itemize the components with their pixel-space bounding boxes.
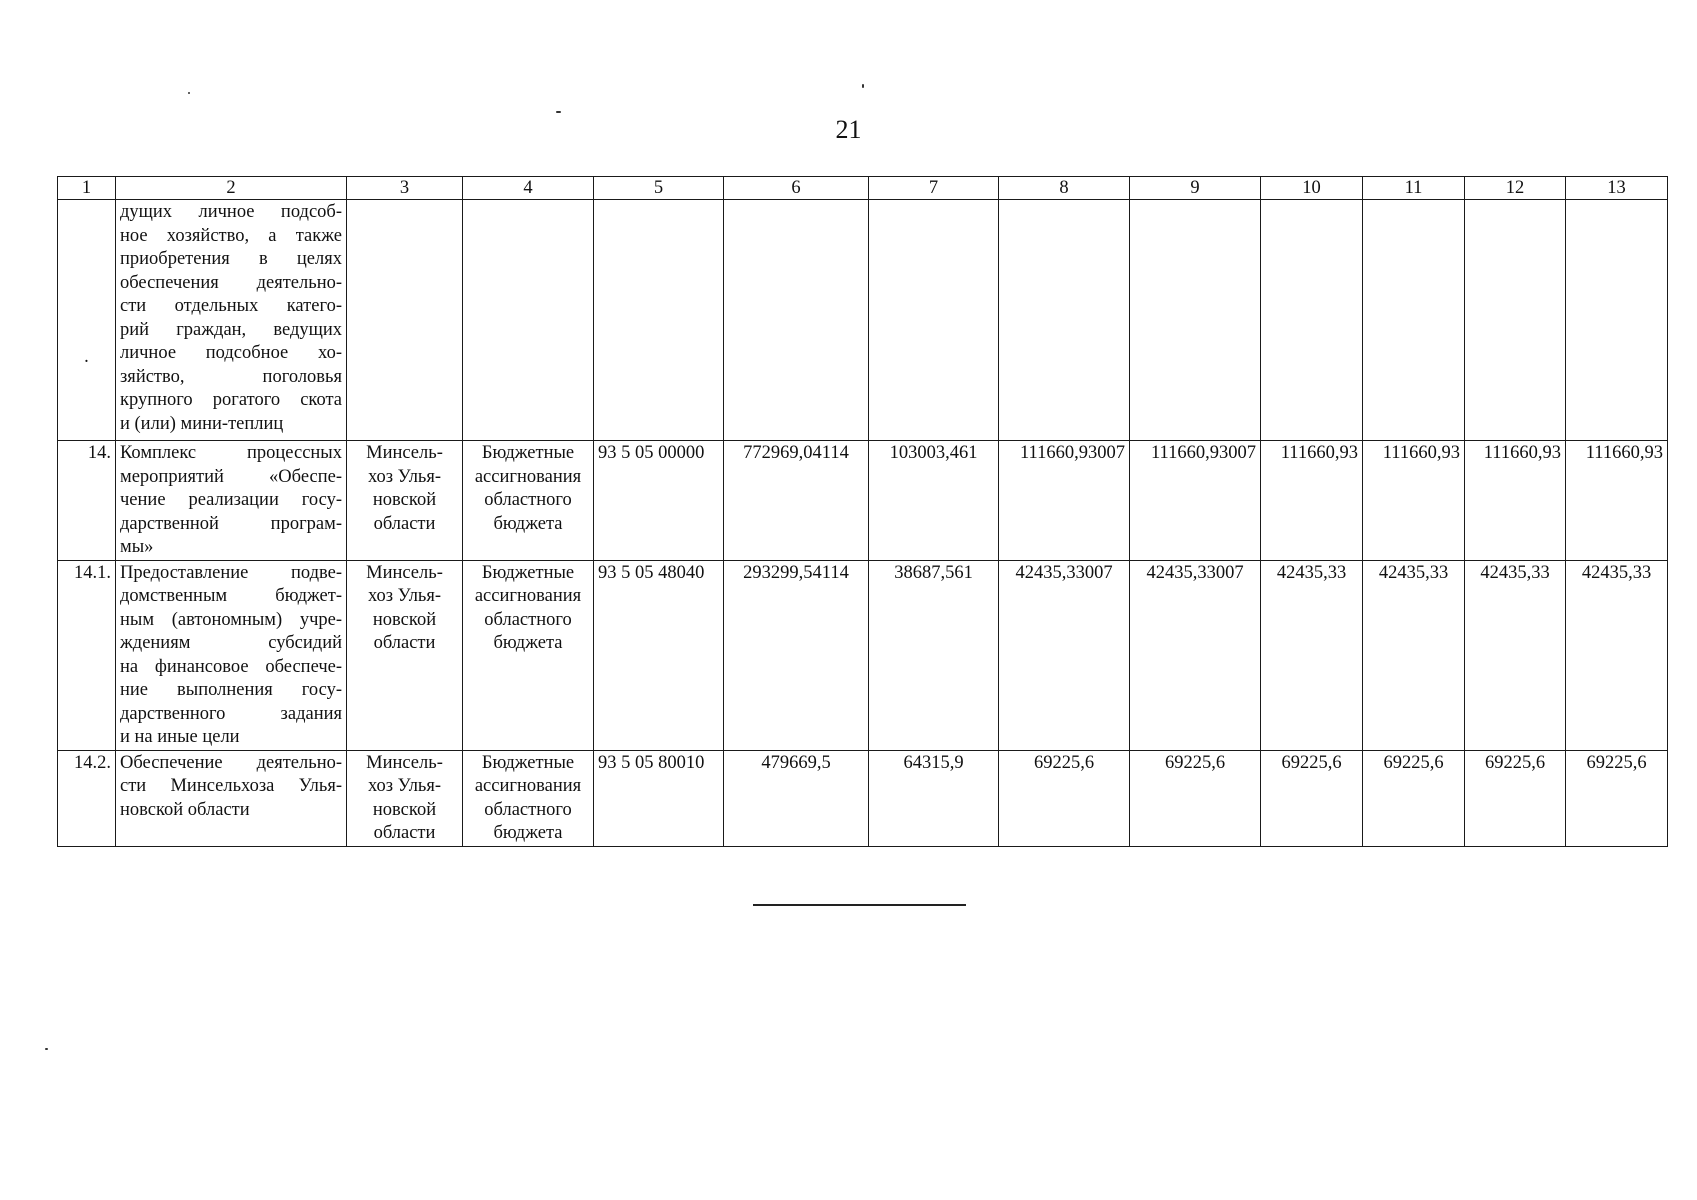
cell-text-line: крупного рогатого скота [120, 390, 342, 410]
table-row [58, 560, 1668, 750]
scan-speck [862, 84, 864, 88]
cell-text-line: новской [372, 799, 437, 820]
column-number-8: 8 [999, 177, 1130, 200]
amount-cell: 111660,93 [1363, 441, 1465, 561]
amount-cell: 111660,93007 [1130, 441, 1261, 561]
amount-cell: 111660,93007 [999, 441, 1130, 561]
column-number-11: 11 [1363, 177, 1465, 200]
amount-cell: 103003,461 [869, 441, 999, 561]
cell-text-line: ассигнования [474, 586, 582, 606]
scan-speck [188, 92, 190, 94]
amount-cell: 69225,6 [999, 750, 1130, 846]
amount-cell: 64315,9 [869, 750, 999, 846]
cell-text-line: ждениям субсидий [120, 633, 342, 653]
row-number-cell: 14.2. [58, 750, 116, 846]
cell-text-line: мы» [120, 537, 154, 557]
column-number-12: 12 [1465, 177, 1566, 200]
amount-cell: 69225,6 [1465, 750, 1566, 846]
cell-text-line: и (или) мини-теплиц [120, 413, 284, 434]
column-number-1: 1 [58, 177, 116, 200]
column-number-5: 5 [594, 177, 724, 200]
cell-text-line: областного [484, 799, 572, 820]
cell-text-line: хоз Улья- [367, 586, 442, 606]
column-number-4: 4 [463, 177, 594, 200]
cell-text-line: хоз Улья- [367, 776, 442, 796]
cell-text-line: ное хозяйство, а также [120, 225, 342, 246]
budget-code-cell: 93 5 05 00000 [594, 441, 724, 561]
funding-source-cell [463, 560, 594, 750]
funding-source-cell [463, 750, 594, 846]
row-number-cell: 14. [58, 441, 116, 561]
cell-text-line: Комплекс процессных [120, 443, 342, 463]
executor-cell [347, 200, 463, 441]
scan-speck [45, 1048, 48, 1050]
activity-name-cell [116, 200, 347, 441]
cell-text-line: зяйство, поголовья [120, 366, 342, 387]
cell-text-line: чение реализации госу- [120, 490, 342, 510]
budget-code-cell: 93 5 05 48040 [594, 560, 724, 750]
cell-text-line: мероприятий «Обеспе- [120, 466, 342, 487]
table-row [58, 750, 1668, 846]
amount-cell: 111660,93 [1465, 441, 1566, 561]
cell-text-line: Предоставление подве- [120, 562, 342, 583]
column-number-3: 3 [347, 177, 463, 200]
cell-text-line: бюджета [493, 633, 563, 653]
cell-text-line: области [373, 823, 436, 843]
funding-source-cell [463, 200, 594, 441]
amount-cell: 772969,04114 [724, 441, 869, 561]
cell-text-line: области [373, 513, 436, 534]
cell-text-line: Бюджетные [481, 443, 575, 463]
table-row [58, 441, 1668, 561]
amount-cell [999, 200, 1130, 441]
amount-cell [1465, 200, 1566, 441]
amount-cell: 69225,6 [1566, 750, 1668, 846]
amount-cell [724, 200, 869, 441]
amount-cell: 42435,33 [1566, 560, 1668, 750]
cell-text-line: дарственной програм- [120, 513, 342, 534]
cell-text-line: дарственного задания [120, 703, 342, 724]
cell-text-line: Минсель- [366, 752, 443, 773]
page-number: 21 [835, 115, 862, 144]
column-number-6: 6 [724, 177, 869, 200]
cell-text-line: домственным бюджет- [120, 586, 342, 606]
cell-text-line: личное подсобное хо- [120, 343, 342, 363]
amount-cell [1130, 200, 1261, 441]
amount-cell: 69225,6 [1261, 750, 1363, 846]
cell-text-line: дущих личное подсоб- [120, 202, 342, 222]
cell-text-line: ние выполнения госу- [120, 680, 342, 700]
cell-text-line: Бюджетные [481, 752, 575, 773]
closing-rule [753, 904, 966, 906]
cell-text-line: ным (автономным) учре- [120, 609, 342, 630]
cell-text-line: ассигнования [474, 776, 582, 796]
cell-text-line: сти отдельных катего- [120, 296, 342, 316]
budget-code-cell: 93 5 05 80010 [594, 750, 724, 846]
activity-name-cell [116, 750, 347, 846]
amount-cell [1363, 200, 1465, 441]
column-number-7: 7 [869, 177, 999, 200]
amount-cell: 479669,5 [724, 750, 869, 846]
column-number-9: 9 [1130, 177, 1261, 200]
row-number-cell: 14.1. [58, 560, 116, 750]
cell-text-line: Минсель- [366, 443, 443, 463]
funding-source-cell [463, 441, 594, 561]
cell-text-line: хоз Улья- [367, 466, 442, 487]
amount-cell: 293299,54114 [724, 560, 869, 750]
amount-cell: 111660,93 [1566, 441, 1668, 561]
amount-cell: 111660,93 [1261, 441, 1363, 561]
amount-cell: 42435,33007 [999, 560, 1130, 750]
cell-text-line: новской [372, 609, 437, 630]
continuation-row [58, 200, 1668, 441]
cell-text-line: ассигнования [474, 466, 582, 487]
cell-text-line: рий граждан, ведущих [120, 319, 342, 340]
cell-text-line: бюджета [493, 513, 563, 534]
column-number-row [58, 177, 1668, 200]
amount-cell: 69225,6 [1363, 750, 1465, 846]
amount-cell: 69225,6 [1130, 750, 1261, 846]
row-number-cell [58, 200, 116, 441]
scan-speck [556, 111, 561, 113]
executor-cell [347, 560, 463, 750]
cell-text-line: новской области [120, 799, 250, 820]
cell-text-line: приобретения в целях [120, 249, 342, 269]
cell-text-line: и на иные цели [120, 727, 240, 747]
activity-name-cell [116, 560, 347, 750]
amount-cell: 42435,33 [1363, 560, 1465, 750]
cell-text-line: на финансовое обеспече- [120, 656, 342, 677]
executor-cell [347, 750, 463, 846]
cell-text-line: сти Минсельхоза Улья- [120, 776, 342, 796]
cell-text-line: Бюджетные [481, 562, 575, 583]
column-number-13: 13 [1566, 177, 1668, 200]
column-number-10: 10 [1261, 177, 1363, 200]
amount-cell [1261, 200, 1363, 441]
cell-text-line: новской [372, 490, 437, 510]
executor-cell [347, 441, 463, 561]
column-number-2: 2 [116, 177, 347, 200]
amount-cell: 38687,561 [869, 560, 999, 750]
cell-text-line: обеспечения деятельно- [120, 272, 342, 293]
amount-cell [1566, 200, 1668, 441]
cell-text-line: области [373, 633, 436, 653]
cell-text-line: областного [484, 490, 572, 510]
amount-cell: 42435,33007 [1130, 560, 1261, 750]
cell-text-line: Обеспечение деятельно- [120, 752, 342, 773]
cell-text-line: бюджета [493, 823, 563, 843]
amount-cell [869, 200, 999, 441]
amount-cell: 42435,33 [1261, 560, 1363, 750]
activity-name-cell [116, 441, 347, 561]
stray-bullet: · [83, 352, 90, 372]
cell-text-line: Минсель- [366, 562, 443, 583]
budget-code-cell [594, 200, 724, 441]
budget-table [57, 176, 1668, 847]
cell-text-line: областного [484, 609, 572, 630]
amount-cell: 42435,33 [1465, 560, 1566, 750]
